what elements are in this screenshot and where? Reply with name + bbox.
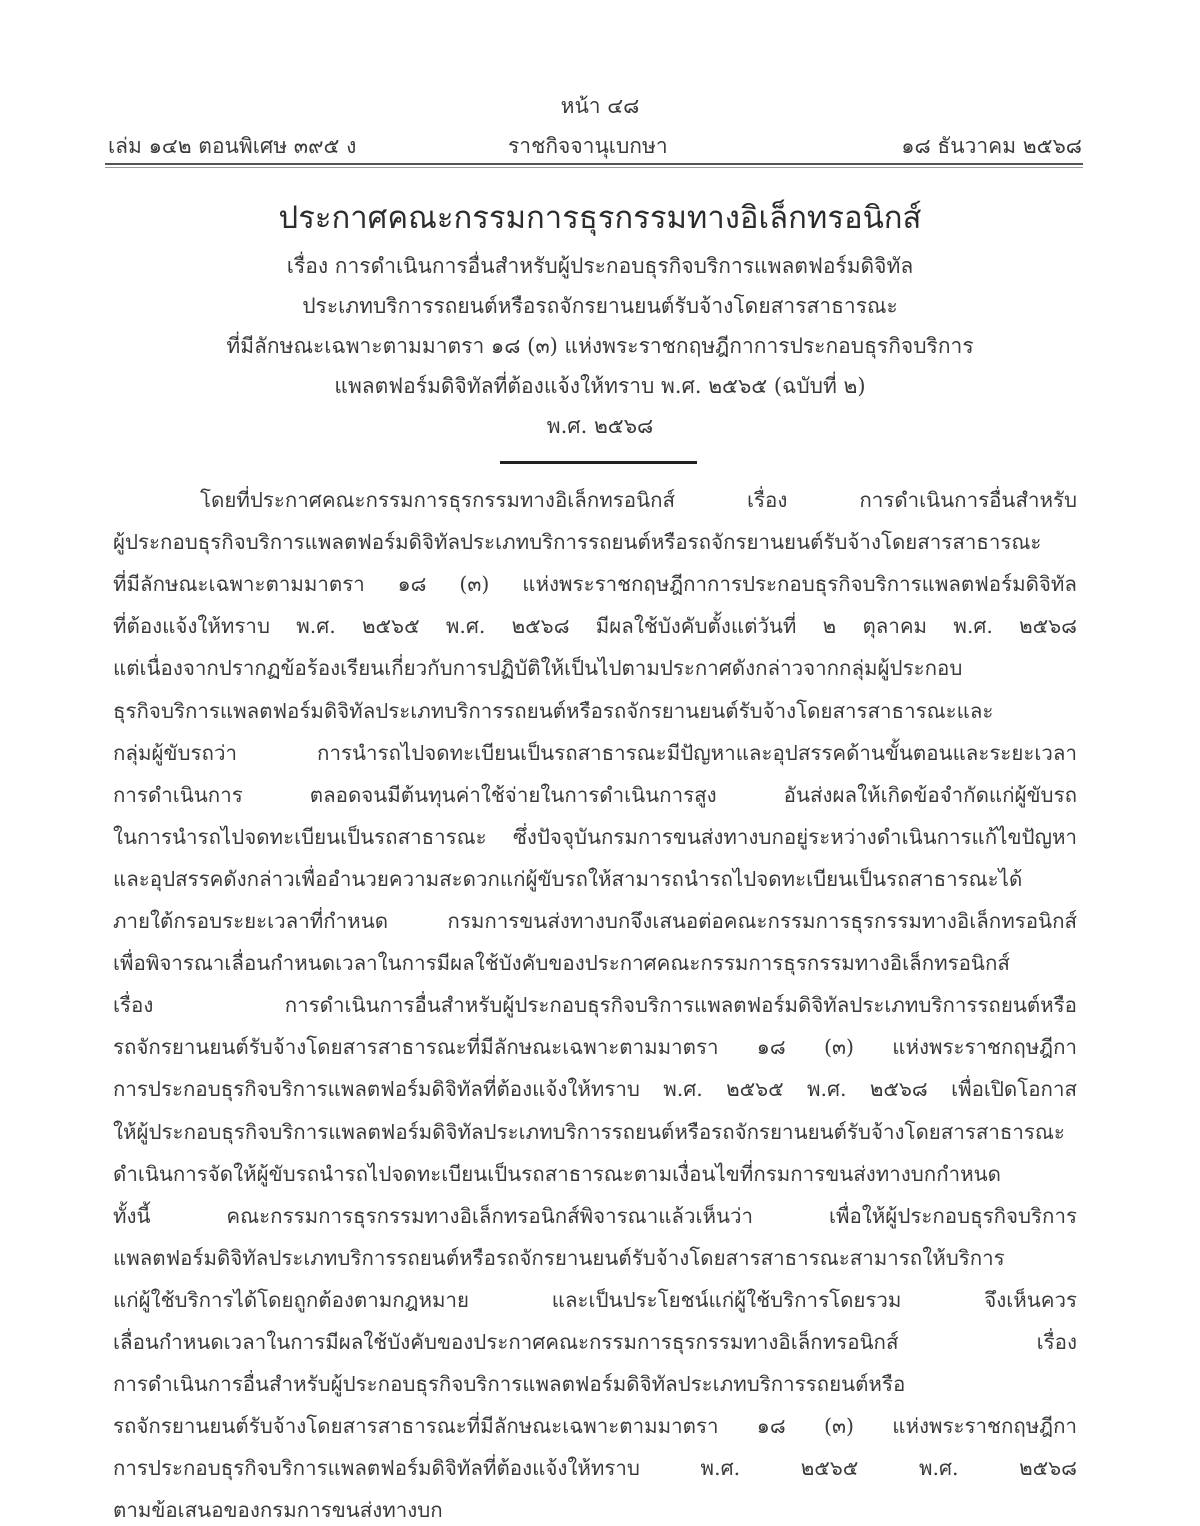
body-line: การประกอบธุรกิจบริการแพลตฟอร์มดิจิทัลที่ต้องแจ้งให้ทราบ พ.ศ. ๒๕๖๕ พ.ศ. ๒๕๖๘ [113, 1456, 1077, 1481]
body-line: เพื่อพิจารณาเลื่อนกำหนดเวลาในการมีผลใช้บังคับของประกาศคณะกรรมการธุรกรรมทางอิเล็กทรอนิกส์ [113, 951, 1010, 976]
body-line: และอุปสรรคดังกล่าวเพื่ออำนวยความสะดวกแก่ผู้ขับรถให้สามารถนำรถไปจดทะเบียนเป็นรถสาธารณะได้ [113, 866, 1023, 891]
subject-year: พ.ศ. ๒๕๖๘ [546, 414, 654, 438]
body-line: ที่มีลักษณะเฉพาะตามมาตรา ๑๘ (๓) แห่งพระราชกฤษฎีกาการประกอบธุรกิจบริการแพลตฟอร์มดิจิทัล [113, 572, 1077, 597]
body-line: ผู้ประกอบธุรกิจบริการแพลตฟอร์มดิจิทัลประเภทบริการรถยนต์หรือรถจักรยานยนต์รับจ้างโดยสารสาธารณะ [113, 530, 1042, 555]
publication-date: ๑๘ ธันวาคม ๒๕๖๘ [901, 134, 1082, 158]
body-line: การดำเนินการอื่นสำหรับผู้ประกอบธุรกิจบริการแพลตฟอร์มดิจิทัลประเภทบริการรถยนต์หรือ [113, 1372, 906, 1397]
header-divider [105, 163, 1083, 165]
volume-issue: เล่ม ๑๔๒ ตอนพิเศษ ๓๙๕ ง [108, 134, 357, 158]
subject-line: แพลตฟอร์มดิจิทัลที่ต้องแจ้งให้ทราบ พ.ศ. ๒๕๖๕ (ฉบับที่ ๒) [334, 374, 866, 398]
body-line: แก่ผู้ใช้บริการได้โดยถูกต้องตามกฎหมาย และเป็นประโยชน์แก่ผู้ใช้บริการโดยรวม จึงเห็นควร [113, 1287, 1077, 1312]
body-line: ให้ผู้ประกอบธุรกิจบริการแพลตฟอร์มดิจิทัลประเภทบริการรถยนต์หรือรถจักรยานยนต์รับจ้างโดยสารสาธารณะ [113, 1119, 1065, 1144]
body-line: ที่ต้องแจ้งให้ทราบ พ.ศ. ๒๕๖๕ พ.ศ. ๒๕๖๘ มีผลใช้บังคับตั้งแต่วันที่ ๒ ตุลาคม พ.ศ. ๒๕๖๘ [113, 614, 1077, 639]
body-line: กลุ่มผู้ขับรถว่า การนำรถไปจดทะเบียนเป็นรถสาธารณะมีปัญหาและอุปสรรคด้านขั้นตอนและระยะเวลา [113, 740, 1077, 765]
subject-line: เรื่อง การดำเนินการอื่นสำหรับผู้ประกอบธุรกิจบริการแพลตฟอร์มดิจิทัล [286, 254, 914, 278]
header-divider-thin [105, 167, 1083, 168]
body-line: รถจักรยานยนต์รับจ้างโดยสารสาธารณะที่มีลักษณะเฉพาะตามมาตรา ๑๘ (๓) แห่งพระราชกฤษฎีกา [113, 1414, 1077, 1439]
body-line: การประกอบธุรกิจบริการแพลตฟอร์มดิจิทัลที่ต้องแจ้งให้ทราบ พ.ศ. ๒๕๖๕ พ.ศ. ๒๕๖๘ เพื่อเปิดโอกาส [113, 1077, 1077, 1102]
body-line: ในการนำรถไปจดทะเบียนเป็นรถสาธารณะ ซึ่งปัจจุบันกรมการขนส่งทางบกอยู่ระหว่างดำเนินการแก้ไขปัญหา [113, 824, 1077, 849]
body-line: ทั้งนี้ คณะกรรมการธุรกรรมทางอิเล็กทรอนิกส์พิจารณาแล้วเห็นว่า เพื่อให้ผู้ประกอบธุรกิจบริการ [113, 1203, 1077, 1228]
body-line: เลื่อนกำหนดเวลาในการมีผลใช้บังคับของประกาศคณะกรรมการธุรกรรมทางอิเล็กทรอนิกส์ เรื่อง [113, 1330, 1077, 1354]
body-line: ธุรกิจบริการแพลตฟอร์มดิจิทัลประเภทบริการรถยนต์หรือรถจักรยานยนต์รับจ้างโดยสารสาธารณะและ [113, 698, 994, 723]
body-line: โดยที่ประกาศคณะกรรมการธุรกรรมทางอิเล็กทรอนิกส์ เรื่อง การดำเนินการอื่นสำหรับ [200, 488, 1077, 512]
announcement-title: ประกาศคณะกรรมการธุรกรรมทางอิเล็กทรอนิกส์ [278, 200, 922, 236]
body-line: ดำเนินการจัดให้ผู้ขับรถนำรถไปจดทะเบียนเป็นรถสาธารณะตามเงื่อนไขที่กรมการขนส่งทางบกกำหนด [113, 1161, 1001, 1186]
body-line: ภายใต้กรอบระยะเวลาที่กำหนด กรมการขนส่งทางบกจึงเสนอต่อคณะกรรมการธุรกรรมทางอิเล็กทรอนิกส์ [113, 909, 1077, 933]
title-divider [500, 461, 697, 464]
body-line: ตามข้อเสนอของกรมการขนส่งทางบก [113, 1498, 443, 1523]
body-line: แพลตฟอร์มดิจิทัลประเภทบริการรถยนต์หรือรถจักรยานยนต์รับจ้างโดยสารสาธารณะสามารถให้บริการ [113, 1245, 1005, 1270]
body-line: เรื่อง การดำเนินการอื่นสำหรับผู้ประกอบธุรกิจบริการแพลตฟอร์มดิจิทัลประเภทบริการรถยนต์หรือ [113, 993, 1077, 1018]
body-line: แต่เนื่องจากปรากฏข้อร้องเรียนเกี่ยวกับการปฏิบัติให้เป็นไปตามประกาศดังกล่าวจากกลุ่มผู้ประกอบ [113, 656, 963, 681]
page-number: หน้า ๔๘ [560, 94, 640, 118]
subject-line: ที่มีลักษณะเฉพาะตามมาตรา ๑๘ (๓) แห่งพระราชกฤษฎีกาการประกอบธุรกิจบริการ [226, 334, 974, 358]
subject-line: ประเภทบริการรถยนต์หรือรถจักรยานยนต์รับจ้างโดยสารสาธารณะ [302, 294, 898, 318]
body-line: รถจักรยานยนต์รับจ้างโดยสารสาธารณะที่มีลักษณะเฉพาะตามมาตรา ๑๘ (๓) แห่งพระราชกฤษฎีกา [113, 1035, 1077, 1060]
body-line: การดำเนินการ ตลอดจนมีต้นทุนค่าใช้จ่ายในการดำเนินการสูง อันส่งผลให้เกิดข้อจำกัดแก่ผู้ขับรถ [113, 782, 1077, 807]
gazette-name: ราชกิจจานุเบกษา [508, 134, 668, 158]
